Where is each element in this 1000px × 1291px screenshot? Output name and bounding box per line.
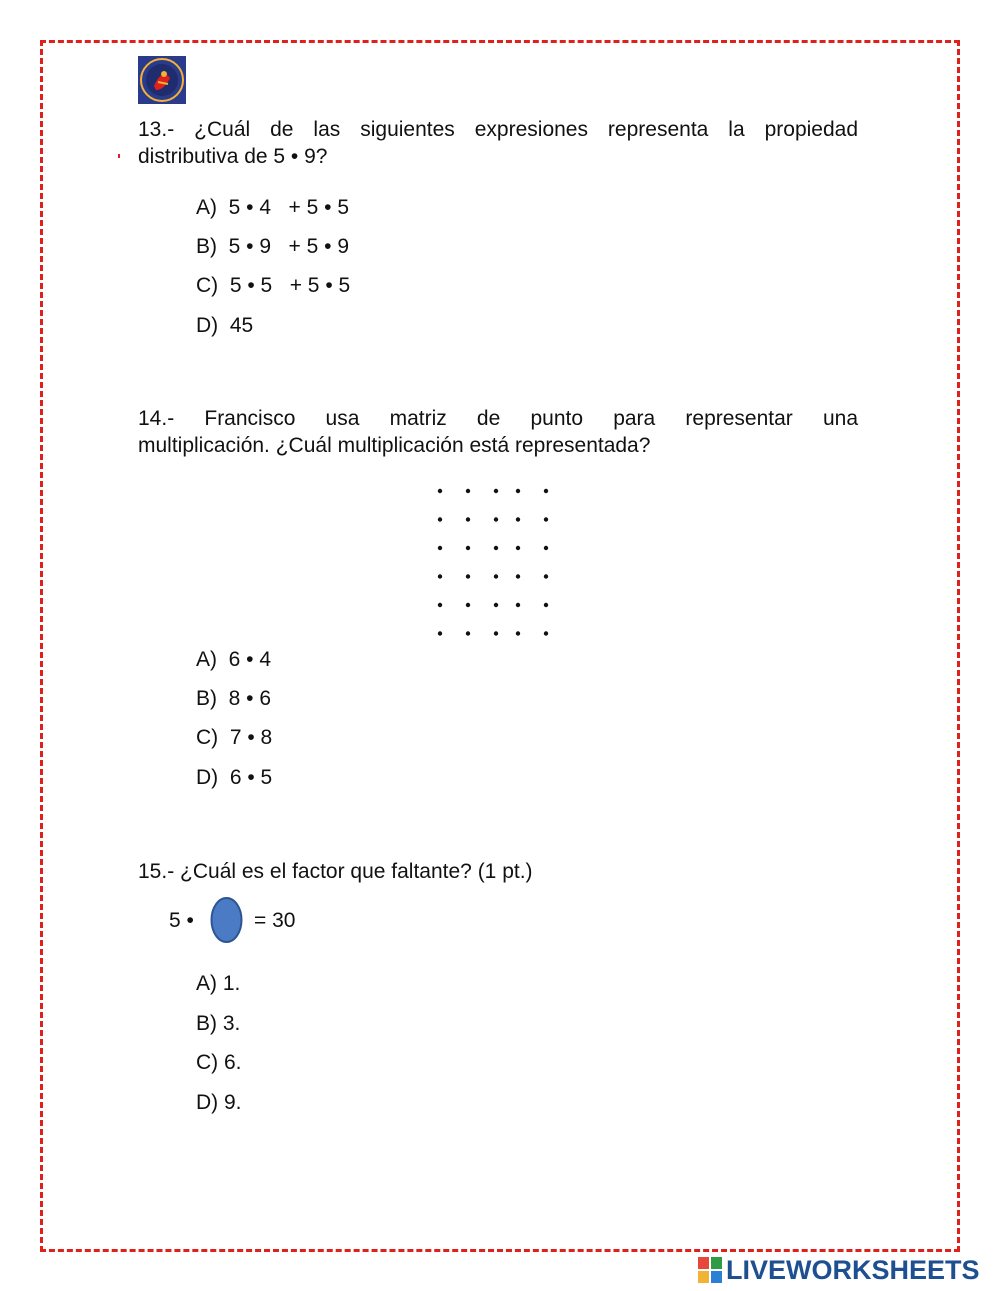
matrix-dot: [438, 574, 442, 578]
question-14: [138, 405, 858, 459]
matrix-dot: [544, 574, 548, 578]
q14-option-a[interactable]: A) 6 • 4: [196, 648, 272, 671]
q13-option-c[interactable]: C) 5 • 5 + 5 • 5: [196, 274, 351, 297]
matrix-dot: [438, 631, 442, 635]
school-crest-icon: [138, 56, 186, 104]
equation-right: = 30: [254, 909, 296, 932]
matrix-dot: [544, 546, 548, 550]
matrix-dot: [516, 631, 520, 635]
brand-name: LIVEWORKSHEETS: [726, 1254, 980, 1285]
q15-option-a[interactable]: A) 1.: [196, 972, 241, 995]
matrix-dot: [438, 603, 442, 607]
q14-option-c[interactable]: C) 7 • 8: [196, 726, 273, 749]
matrix-dot: [438, 517, 442, 521]
matrix-dot: [466, 517, 470, 521]
matrix-dot: [516, 574, 520, 578]
matrix-dot: [466, 489, 470, 493]
matrix-dot: [494, 546, 498, 550]
liveworksheets-logo-icon: [698, 1257, 722, 1283]
q14-option-d[interactable]: D) 6 • 5: [196, 766, 273, 789]
q13-option-d[interactable]: D) 45: [196, 314, 254, 337]
matrix-dot: [494, 603, 498, 607]
q15-option-c[interactable]: C) 6.: [196, 1051, 242, 1074]
question-15: [138, 858, 858, 885]
question-13-line-1: 13.- ¿Cuál de las siguientes expresiones representa la propiedad: [138, 118, 858, 141]
matrix-dot: [438, 546, 442, 550]
matrix-dot: [516, 603, 520, 607]
matrix-dot: [466, 574, 470, 578]
matrix-dot: [544, 489, 548, 493]
q15-option-d[interactable]: D) 9.: [196, 1091, 242, 1114]
question-14-line-2: multiplicación. ¿Cuál multiplicación está representada?: [138, 434, 651, 457]
matrix-dot: [516, 517, 520, 521]
matrix-dot: [438, 489, 442, 493]
matrix-dot: [516, 546, 520, 550]
matrix-dot: [544, 603, 548, 607]
matrix-dot: [494, 574, 498, 578]
dot-matrix: [425, 476, 565, 648]
q15-option-b[interactable]: B) 3.: [196, 1012, 241, 1035]
matrix-dot: [466, 603, 470, 607]
q13-option-a[interactable]: A) 5 • 4 + 5 • 5: [196, 196, 350, 219]
matrix-dot: [544, 517, 548, 521]
matrix-dot: [466, 546, 470, 550]
q13-option-b[interactable]: B) 5 • 9 + 5 • 9: [196, 235, 350, 258]
matrix-dot: [494, 489, 498, 493]
q14-option-b[interactable]: B) 8 • 6: [196, 687, 272, 710]
matrix-dot: [494, 631, 498, 635]
margin-mark: [118, 154, 120, 158]
missing-factor-oval[interactable]: [210, 896, 243, 944]
question-15-prompt: 15.- ¿Cuál es el factor que faltante? (1 pt.): [138, 860, 533, 883]
matrix-dot: [494, 517, 498, 521]
question-14-line-1: 14.- Francisco usa matriz de punto para representar una: [138, 407, 858, 430]
liveworksheets-brand[interactable]: [698, 1256, 980, 1284]
question-13: [138, 116, 858, 170]
matrix-dot: [516, 489, 520, 493]
equation-left: 5 •: [169, 909, 194, 932]
question-13-line-2: distributiva de 5 • 9?: [138, 145, 328, 168]
matrix-dot: [544, 631, 548, 635]
matrix-dot: [466, 631, 470, 635]
